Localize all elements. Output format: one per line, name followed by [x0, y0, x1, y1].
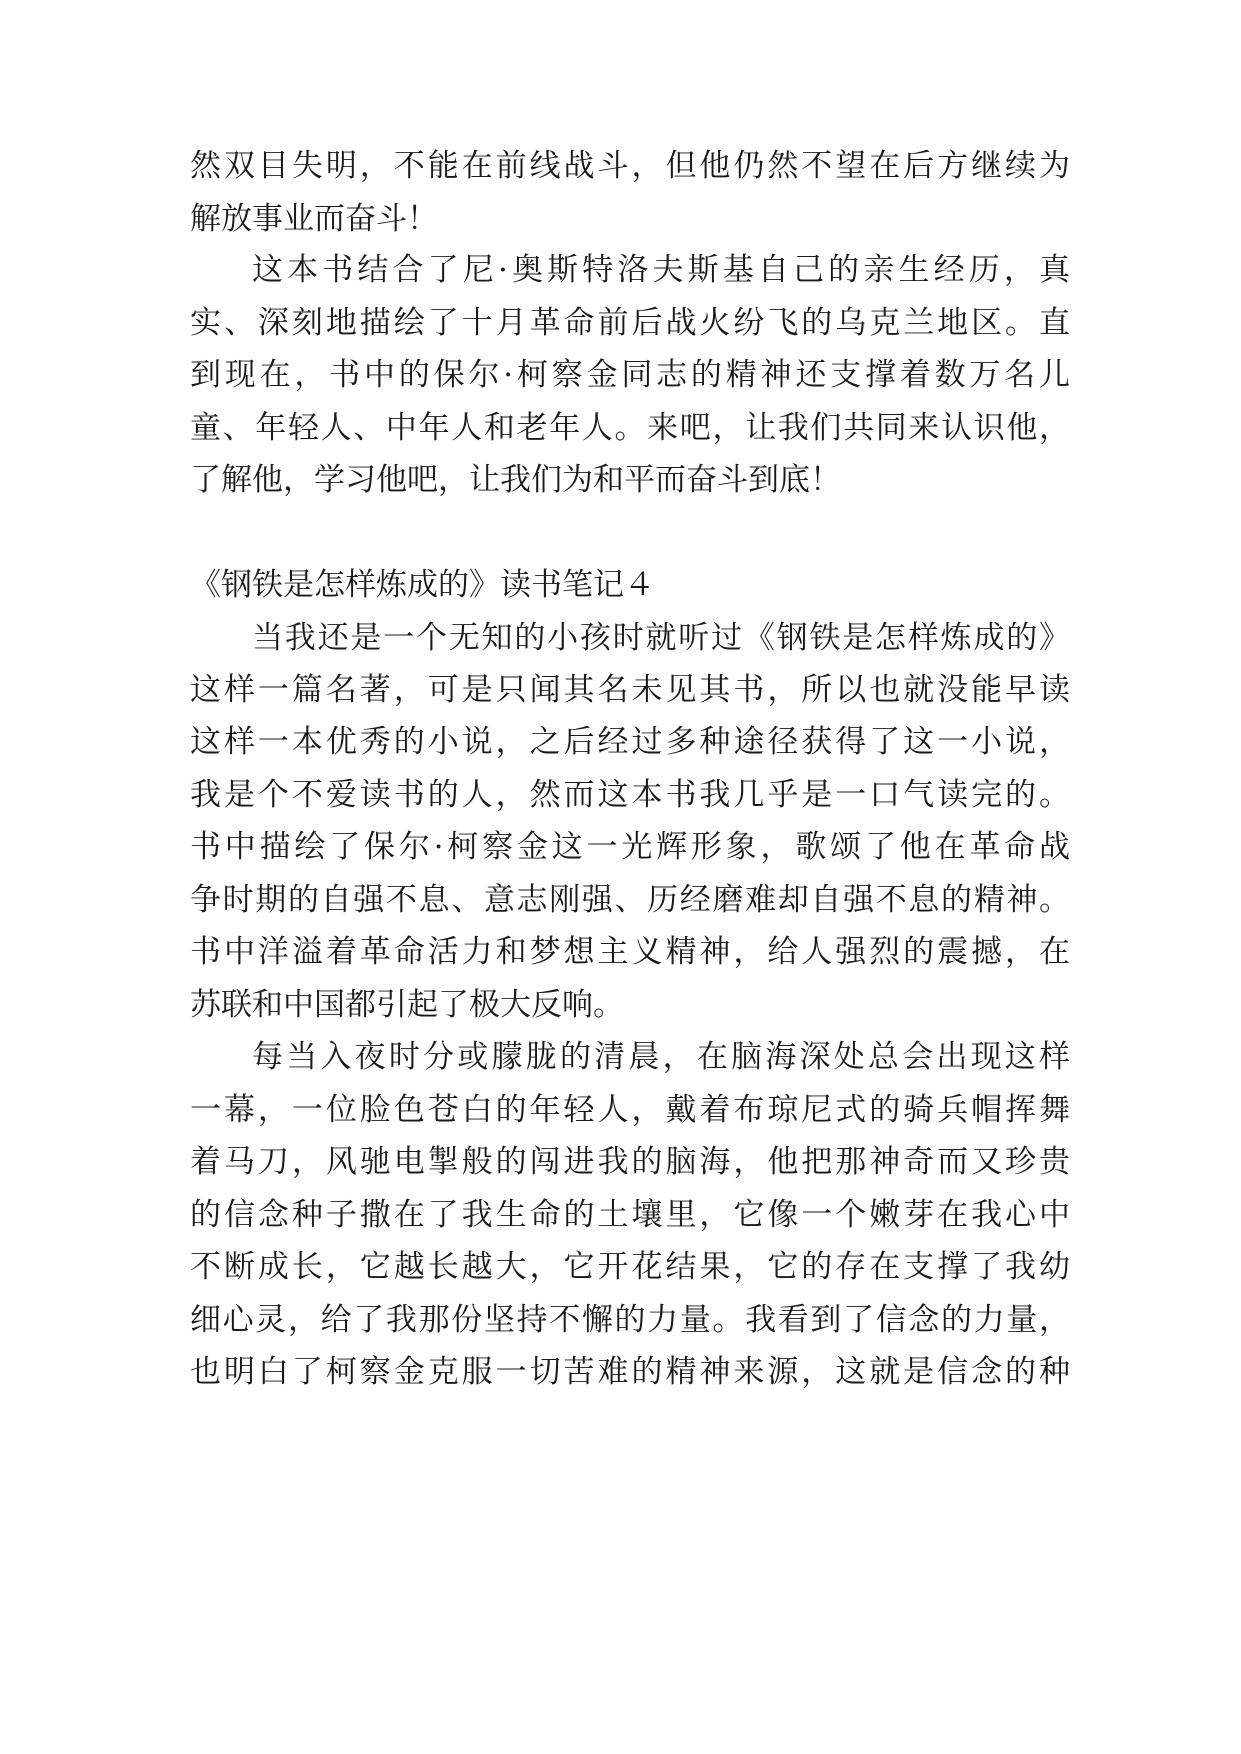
text-line: 一幕，一位脸色苍白的年轻人，戴着布琼尼式的骑兵帽挥舞: [190, 1092, 1070, 1128]
text-line: 到现在，书中的保尔·柯察金同志的精神还支撑着数万名儿: [190, 357, 1070, 393]
text-line: 的信念种子撒在了我生命的土壤里，它像一个嫩芽在我心中: [190, 1197, 1070, 1233]
text-line: 然双目失明，不能在前线战斗，但他仍然不望在后方继续为: [190, 148, 1070, 184]
text-line: 这样一本优秀的小说，之后经过多种途径获得了这一小说，: [190, 724, 1070, 760]
text-line: 每当入夜时分或朦胧的清晨，在脑海深处总会出现这样: [252, 1039, 1070, 1075]
text-line: 也明白了柯察金克服一切苦难的精神来源，这就是信念的种: [190, 1354, 1070, 1390]
text-line: 着马刀，风驰电掣般的闯进我的脑海，他把那神奇而又珍贵: [190, 1144, 1070, 1180]
text-line: 了解他，学习他吧，让我们为和平而奋斗到底！: [190, 462, 841, 498]
text-line: 这本书结合了尼·奥斯特洛夫斯基自己的亲生经历，真: [252, 252, 1070, 288]
text-line: 实、深刻地描绘了十月革命前后战火纷飞的乌克兰地区。直: [190, 305, 1070, 341]
section-heading: 《钢铁是怎样炼成的》读书笔记４: [190, 567, 655, 603]
text-line: 细心灵，给了我那份坚持不懈的力量。我看到了信念的力量，: [190, 1302, 1070, 1338]
text-line: 童、年轻人、中年人和老年人。来吧，让我们共同来认识他，: [190, 410, 1070, 446]
text-line: 这样一篇名著，可是只闻其名未见其书，所以也就没能早读: [190, 672, 1070, 708]
text-line: 我是个不爱读书的人，然而这本书我几乎是一口气读完的。: [190, 777, 1070, 813]
text-line: 解放事业而奋斗！: [190, 201, 438, 237]
text-line: 苏联和中国都引起了极大反响。: [190, 987, 624, 1023]
text-line: 书中洋溢着革命活力和梦想主义精神，给人强烈的震撼，在: [190, 934, 1070, 970]
text-line: 当我还是一个无知的小孩时就听过《钢铁是怎样炼成的》: [252, 620, 1070, 656]
text-line: 不断成长，它越长越大，它开花结果，它的存在支撑了我幼: [190, 1249, 1070, 1285]
text-line: 争时期的自强不息、意志刚强、历经磨难却自强不息的精神。: [190, 882, 1070, 918]
text-line: 书中描绘了保尔·柯察金这一光辉形象，歌颂了他在革命战: [190, 829, 1070, 865]
